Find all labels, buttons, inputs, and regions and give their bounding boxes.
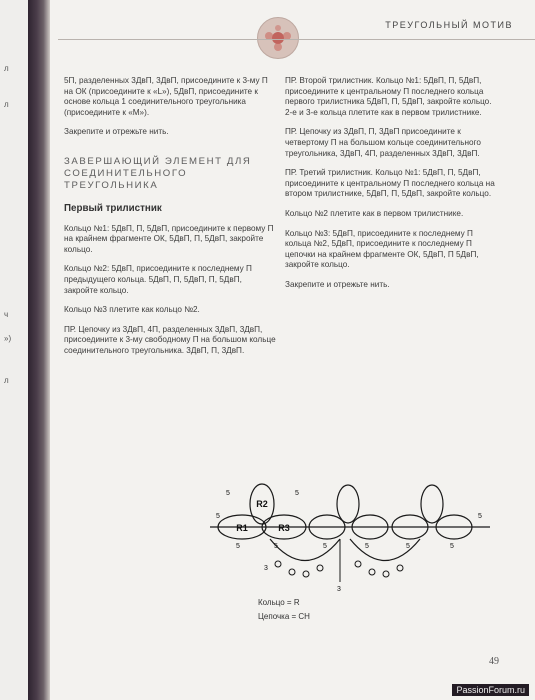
picot [397, 565, 403, 571]
left-text-column [64, 76, 276, 366]
lace-ornament-icon [257, 17, 299, 59]
paragraph: Кольцо №2 плетите как в первом трилистнике. [285, 208, 464, 218]
ring-label: R3 [278, 523, 290, 533]
picot [383, 571, 389, 577]
count-label: 5 [295, 490, 299, 497]
ring [421, 485, 443, 523]
count-label: 5 [274, 543, 278, 550]
count-label: 5 [236, 543, 240, 550]
count-label: 5 [216, 513, 220, 520]
picot [303, 571, 309, 577]
prev-page-fragment: л [4, 100, 9, 109]
paragraph: ПР. Третий трилистник. Кольцо №1: 5ДвП, П, 5ДвП, присоедините к центральному П последнего кольца на втором трилистнике, 5ДвП, П, 5ДвП, закройте кольцо. [285, 168, 495, 199]
paragraph: Кольцо №3: 5ДвП, присоедините к последнему П кольца №2, 5ДвП, присоедините к последнему П цепочки на крайнем фрагменте ОК, 5ДвП, П 5ДвП, закройте кольцо. [285, 228, 479, 270]
previous-page-edge [0, 0, 28, 700]
paragraph: ПР. Цепочку из 3ДвП, 4П, разделенных 3ДвП, 3ДвП, присоедините к 3-му свободному П на большом кольце соединительного треугольника. 3ДвП, П, 3ДвП. [64, 324, 276, 355]
running-header-title: ТРЕУГОЛЬНЫЙ МОТИВ [385, 20, 513, 30]
paragraph: Кольцо №3 плетите как кольцо №2. [64, 305, 200, 315]
tatting-diagram [200, 470, 500, 595]
picot [355, 561, 361, 567]
count-label: 5 [450, 543, 454, 550]
count-label: 5 [323, 543, 327, 550]
watermark: PassionForum.ru [452, 684, 529, 696]
paragraph: Кольцо №1: 5ДвП, П, 5ДвП, присоедините к первому П на крайнем фрагменте ОК, 5ДвП, П, 5ДвП, закройте кольцо. [64, 223, 274, 254]
paragraph: Кольцо №2: 5ДвП, присоедините к последнему П предыдущего кольца. 5ДвП, П, 5ДвП, П, 5ДвП, закройте кольцо. [64, 264, 252, 295]
legend-chain: Цепочка = CH [258, 612, 310, 621]
picot [289, 569, 295, 575]
count-label: 5 [406, 543, 410, 550]
section-heading: ЗАВЕРШАЮЩИЙ ЭЛЕМЕНТ ДЛЯ СОЕДИНИТЕЛЬНОГО ТРЕУГОЛЬНИКА [64, 155, 252, 191]
page-number: 49 [489, 656, 499, 667]
picot [275, 561, 281, 567]
prev-page-fragment: л [4, 376, 9, 385]
chain-1 [270, 539, 340, 561]
count-label: 5 [478, 513, 482, 520]
prev-page-fragment: ») [4, 334, 12, 343]
book-gutter-shadow [28, 0, 50, 700]
diagram-legend [258, 596, 310, 624]
prev-page-fragment: ч [4, 310, 9, 319]
paragraph: Закрепите и отрежьте нить. [64, 127, 169, 137]
prev-page-fragment: л [4, 64, 9, 73]
header-divider [58, 39, 535, 40]
picot [317, 565, 323, 571]
count-label: 3 [337, 586, 341, 593]
ring [337, 485, 359, 523]
lace-ornament-graphic [258, 18, 298, 58]
paragraph: ПР. Цепочку из 3ДвП, П, 3ДвП присоедините к четвертому П на большом кольце соединительного треугольника, 3ДвП, 4П, разделенных 3ДвП, 3ДвП. [285, 127, 481, 158]
count-label: 5 [365, 543, 369, 550]
paragraph: ПР. Второй трилистник. Кольцо №1: 5ДвП, П, 5ДвП, присоедините к центральному П последнего кольца первого трилистника 5ДвП, П, 5ДвП, закройте кольцо. 2-е и 3-е кольца плетите как в первом трилистнике. [285, 76, 492, 117]
count-label: 3 [264, 565, 268, 572]
right-text-column [285, 76, 497, 300]
paragraph: Закрепите и отрежьте нить. [285, 279, 390, 289]
count-label: 5 [226, 490, 230, 497]
subheading: Первый трилистник [64, 202, 162, 214]
ring-label: R2 [256, 499, 268, 509]
legend-ring: Кольцо = R [258, 598, 300, 607]
ring-label: R1 [236, 523, 248, 533]
paragraph: 5П, разделенных 3ДвП, 3ДвП, присоедините к 3-му П на ОК (присоедините к «L»), 5ДвП, присоедините к основе кольца 1 соединительного треугольника (присоедините к «M»). [64, 76, 268, 117]
picot [369, 569, 375, 575]
